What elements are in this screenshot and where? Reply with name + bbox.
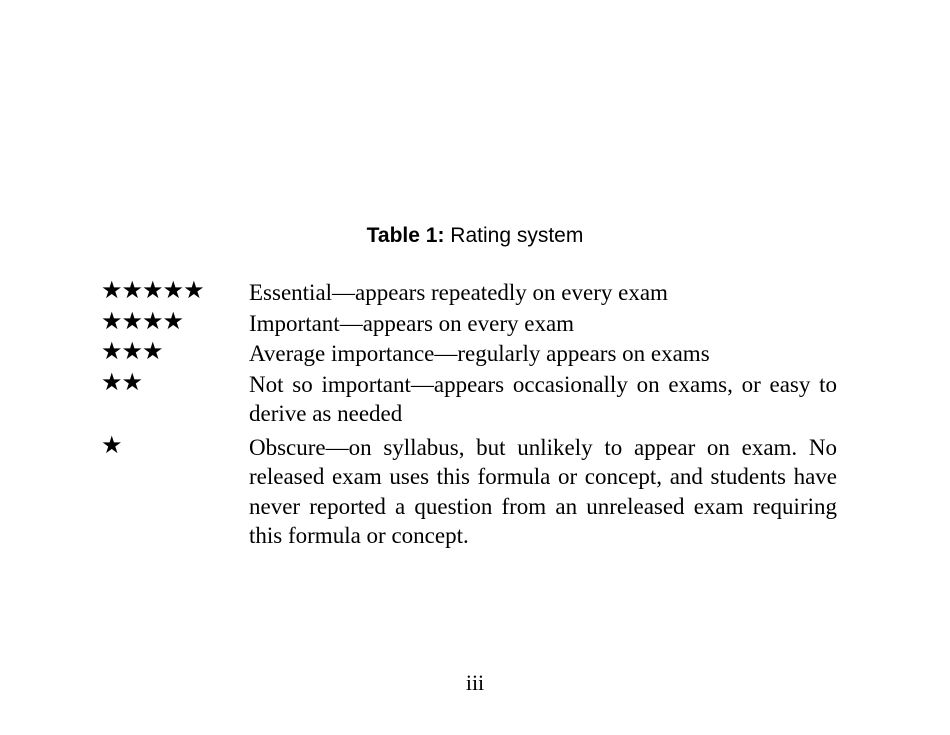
- table-caption-label: Table 1:: [366, 224, 445, 247]
- table-caption: [0, 224, 950, 248]
- rating-row-3-stars: [101, 338, 837, 369]
- three-star-rating-icon: ★★★: [101, 337, 163, 365]
- rating-row-4-stars: [101, 308, 837, 339]
- rating-table: [101, 277, 837, 551]
- one-star-rating-icon: ★: [101, 430, 122, 459]
- rating-description: Obscure—on syllabus, but unlikely to appear on exam. No released exam uses this formula or concept, and students have never reported a question from an unreleased exam requiring this formula or concept.: [249, 434, 837, 548]
- two-star-rating-icon: ★★: [101, 367, 143, 396]
- page-number: iii: [465, 670, 485, 695]
- four-star-rating-icon: ★★★★: [101, 306, 184, 335]
- rating-description: Essential—appears repeatedly on every exam: [249, 280, 668, 305]
- rating-row-1-star: [101, 432, 837, 551]
- rating-description: Average importance—regularly appears on exams: [249, 341, 710, 366]
- rating-description: Not so important—appears occasionally on exams, or easy to derive as needed: [249, 371, 837, 426]
- five-star-rating-icon: ★★★★★: [101, 276, 204, 304]
- rating-row-5-stars: [101, 277, 837, 308]
- rating-description: Important—appears on every exam: [249, 310, 575, 336]
- rating-row-2-stars: [101, 369, 837, 429]
- table-caption-text: Rating system: [450, 224, 584, 247]
